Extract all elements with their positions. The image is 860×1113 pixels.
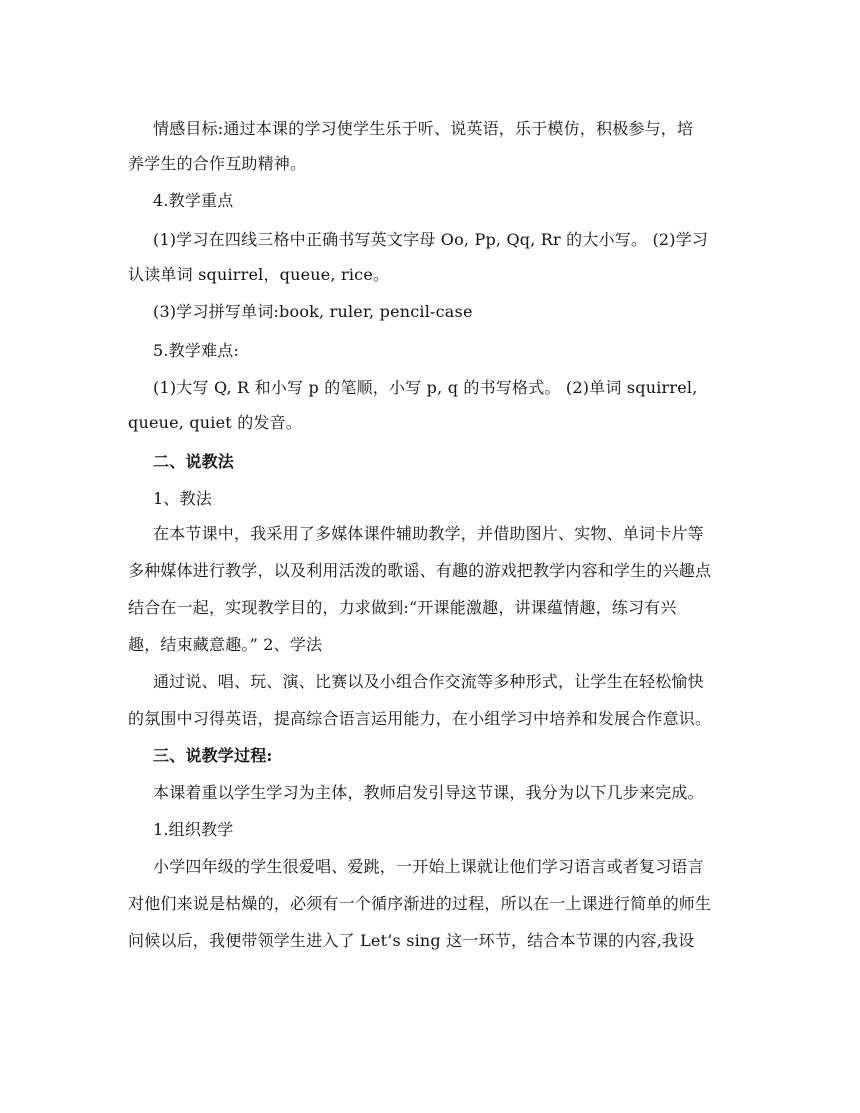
text-line: 养学生的合作互助精神。 xyxy=(128,154,307,173)
text-line: 趣，结束藏意趣。” 2、学法 xyxy=(128,635,323,654)
text-line: 在本节课中，我采用了多媒体课件辅助教学，并借助图片、实物、单词卡片等 xyxy=(153,524,704,543)
section-heading-teaching-process: 三、说教学过程: xyxy=(153,746,273,765)
text-line: 多种媒体进行教学，以及利用活泼的歌谣、有趣的游戏把教学内容和学生的兴趣点 xyxy=(128,561,712,580)
text-line: (3)学习拼写单词:book, ruler, pencil-case xyxy=(153,302,473,321)
text-line: (1)学习在四线三格中正确书写英文字母 Oo, Pp, Qq, Rr 的大小写。 (2)学习 xyxy=(153,230,709,249)
section-heading-teaching-method: 二、说教法 xyxy=(153,452,235,471)
text-line: 小学四年级的学生很爱唱、爱跳，一开始上课就让他们学习语言或者复习语言 xyxy=(153,857,704,876)
text-line: 结合在一起，实现教学目的，力求做到:“开课能激趣，讲课蕴情趣，练习有兴 xyxy=(128,598,677,617)
text-line: 本课着重以学生学习为主体，教师启发引导这节课，我分为以下几步来完成。 xyxy=(153,783,704,802)
heading-teaching-focus: 4.教学重点 xyxy=(153,191,234,210)
text-line: queue, quiet 的发音。 xyxy=(128,413,303,432)
subheading-method: 1、教法 xyxy=(153,489,212,508)
text-line: 对他们来说是枯燥的，必须有一个循序渐进的过程，所以在一上课进行简单的师生 xyxy=(128,894,712,913)
text-line: 问候以后，我便带领学生进入了 Let’s sing 这一环节，结合本节课的内容,我设 xyxy=(128,931,695,950)
subheading-organize-teaching: 1.组织教学 xyxy=(153,820,234,839)
text-line: 认读单词 squirrel，queue, rice。 xyxy=(128,265,390,284)
heading-teaching-difficulty: 5.教学难点: xyxy=(153,341,240,360)
text-line: 的氛围中习得英语，提高综合语言运用能力，在小组学习中培养和发展合作意识。 xyxy=(128,709,712,728)
text-line: 情感目标:通过本课的学习使学生乐于听、说英语，乐于模仿，积极参与，培 xyxy=(153,119,694,138)
text-line: (1)大写 Q, R 和小写 p 的笔顺，小写 p, q 的书写格式。 (2)单词 squirrel, xyxy=(153,378,698,397)
text-line: 通过说、唱、玩、演、比赛以及小组合作交流等多种形式，让学生在轻松愉快 xyxy=(153,672,704,691)
